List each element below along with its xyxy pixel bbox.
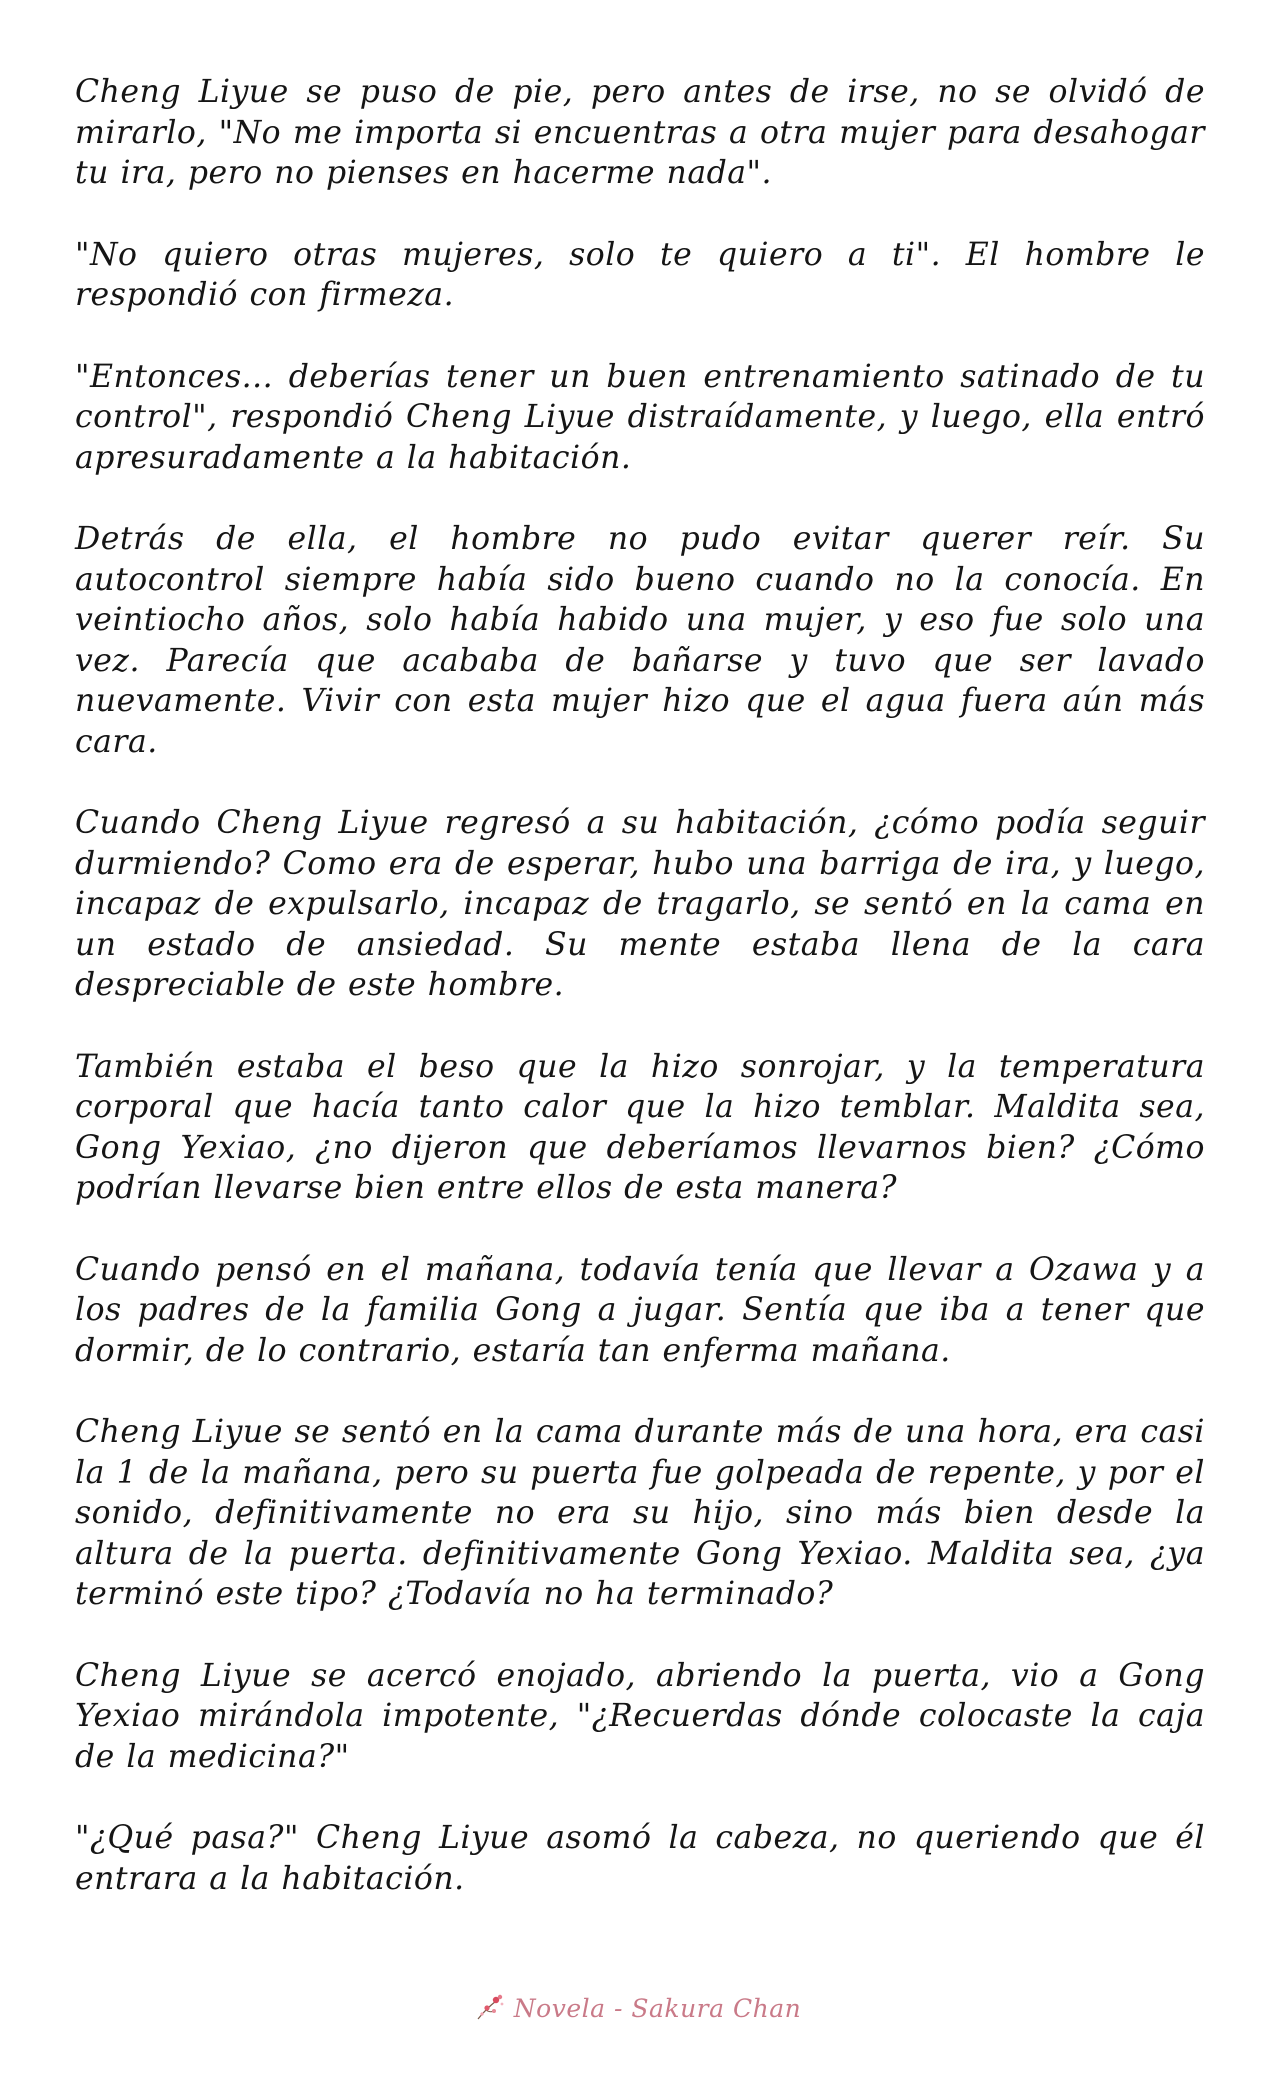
cherry-blossom-icon [474,1993,506,2023]
footer-watermark [0,1988,1275,2028]
novel-text-body [75,72,1205,1940]
paragraph: Cheng Liyue se puso de pie, pero antes de irse, no se olvidó de mirarlo, "No me importa si encuentras a otra mujer para desahogar tu ira, pero no pienses en hacerme nada". [75,74,1205,191]
paragraph: "Entonces... deberías tener un buen entrenamiento satinado de tu control", respondió Cheng Liyue distraídamente, y luego, ella entró apresuradamente a la habitación. [75,358,1205,476]
paragraph: Cheng Liyue se acercó enojado, abriendo la puerta, vio a Gong Yexiao mirándola impotente, "¿Recuerdas dónde colocaste la caja de la medicina?" [75,1657,1205,1775]
footer-brand-text: Novela - Sakura Chan [513,1993,802,2023]
paragraph: "¿Qué pasa?" Cheng Liyue asomó la cabeza, no queriendo que él entrara a la habitación. [75,1820,1205,1897]
paragraph: Cuando pensó en el mañana, todavía tenía que llevar a Ozawa y a los padres de la familia Gong a jugar. Sentía que iba a tener que dormir, de lo contrario, estaría tan enferma mañana. [75,1251,1205,1369]
paragraph: Cuando Cheng Liyue regresó a su habitación, ¿cómo podía seguir durmiendo? Como era de esperar, hubo una barriga de ira, y luego, incapaz de expulsarlo, incapaz de tragarlo, se sentó en la cama en un estado de ansiedad. Su mente estaba llena de la cara despreciable de este hombre. [75,805,1205,1003]
paragraph: Detrás de ella, el hombre no pudo evitar querer reír. Su autocontrol siempre había sido bueno cuando no la conocía. En veintiocho años, solo había habido una mujer, y eso fue solo una vez. Parecía que acababa de bañarse y tuvo que ser lavado nuevamente. Vivir con esta mujer hizo que el agua fuera aún más cara. [75,521,1205,760]
paragraph: Cheng Liyue se sentó en la cama durante más de una hora, era casi la 1 de la mañana, pero su puerta fue golpeada de repente, y por el sonido, definitivamente no era su hijo, sino más bien desde la altura de la puerta. definitivamente Gong Yexiao. Maldita sea, ¿ya terminó este tipo? ¿Todavía no ha terminado? [75,1414,1205,1612]
footer-brand [474,1993,801,2023]
paragraph: También estaba el beso que la hizo sonrojar, y la temperatura corporal que hacía tanto calor que la hizo temblar. Maldita sea, Gong Yexiao, ¿no dijeron que deberíamos llevarnos bien? ¿Cómo podrían llevarse bien entre ellos de esta manera? [75,1048,1205,1206]
paragraph: "No quiero otras mujeres, solo te quiero a ti". El hombre le respondió con firmeza. [75,236,1205,313]
